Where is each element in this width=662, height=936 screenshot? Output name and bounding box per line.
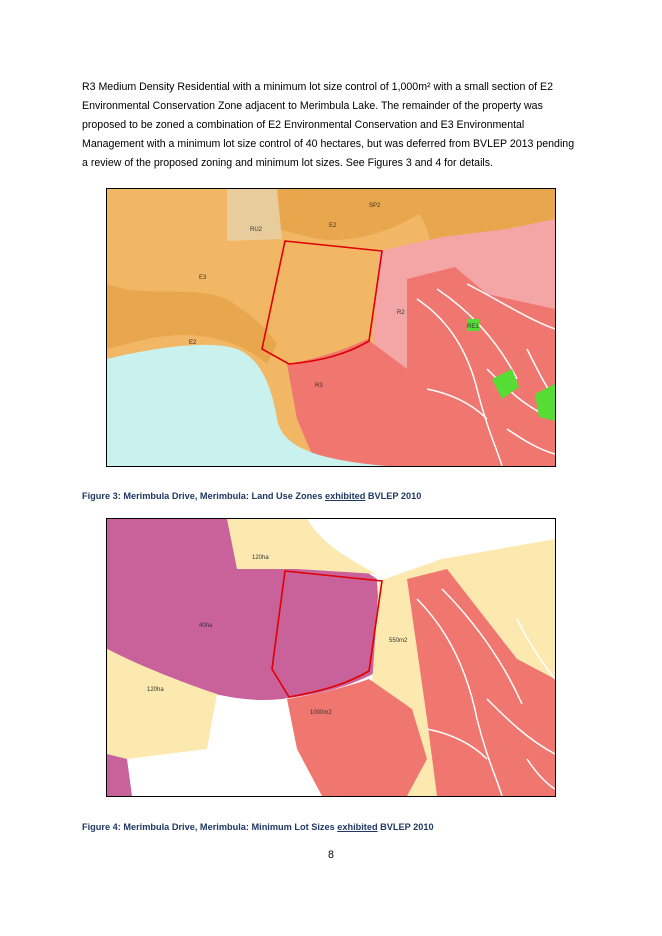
zone-ru2-area — [227, 189, 282, 241]
figure-3-caption-prefix: Figure 3: Merimbula Drive, Merimbula: Land Use Zones — [82, 491, 326, 501]
page-number: 8 — [328, 849, 334, 861]
label-r2: R2 — [397, 310, 405, 316]
figure-3-caption-link[interactable]: exhibited — [325, 491, 366, 501]
label-550m2: 550m2 — [389, 638, 408, 644]
land-use-zones-map — [106, 188, 556, 467]
body-paragraph: R3 Medium Density Residential with a minimum lot size control of 1,000m² with a small section of E2 Environmental Conservation Zone adjacent to Merimbula Lake. The remainder of the property was proposed to be zoned a combination of E2 Environmental Conservation and E3 Environmental Management with a minimum lot size control of 40 hectares, but was deferred from BVLEP 2013 pending a review of the proposed zoning and minimum lot sizes. See Figures 3 and 4 for details. — [82, 81, 575, 169]
label-re1: RE1 — [467, 324, 479, 330]
figure-4-caption-suffix: BVLEP 2010 — [377, 822, 434, 832]
figure-4-caption-prefix: Figure 4: Merimbula Drive, Merimbula: Minimum Lot Sizes — [82, 822, 338, 832]
label-e2-top: E2 — [329, 223, 337, 229]
minimum-lot-sizes-map — [106, 518, 556, 797]
label-sp2: SP2 — [369, 203, 381, 209]
figure-4-caption — [82, 822, 434, 832]
label-r3: R3 — [315, 383, 323, 389]
label-e3: E3 — [199, 275, 207, 281]
label-1000m2: 1000m2 — [310, 710, 332, 716]
label-e2-left: E2 — [189, 340, 197, 346]
label-ru2: RU2 — [250, 227, 263, 233]
label-40ha: 40ha — [199, 623, 213, 629]
figure-3-caption-suffix: BVLEP 2010 — [365, 491, 422, 501]
figure-3-caption — [82, 491, 421, 501]
figure-4-caption-link[interactable]: exhibited — [337, 822, 378, 832]
label-120ha-top: 120ha — [252, 555, 269, 561]
label-120ha-left: 120ha — [147, 687, 164, 693]
